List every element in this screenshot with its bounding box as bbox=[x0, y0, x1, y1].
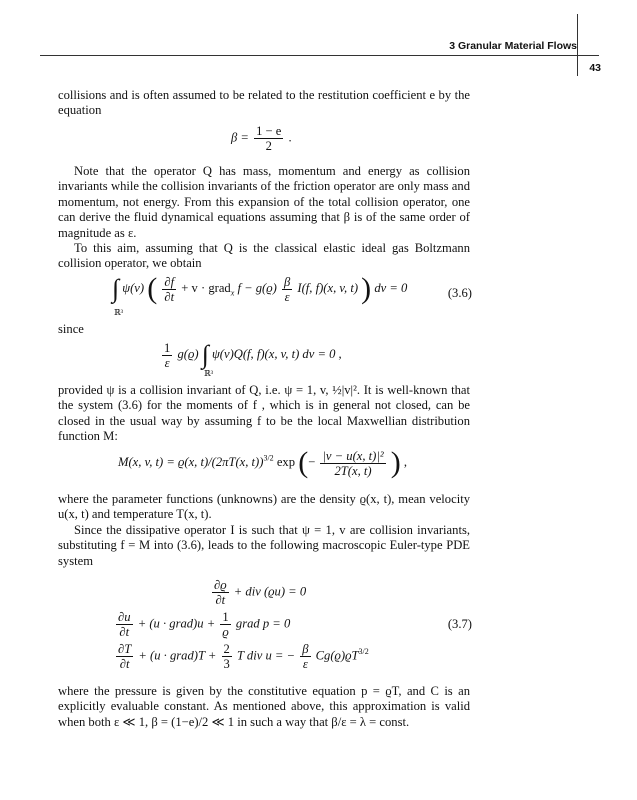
eq-since-fraction bbox=[162, 341, 172, 370]
eq-maxwell-power: 3/2 bbox=[263, 453, 274, 463]
header-vertical-rule bbox=[577, 14, 578, 76]
paragraph-5 bbox=[58, 492, 470, 569]
eq36-d1-num: ∂f bbox=[164, 274, 175, 289]
equation-3-7-line-1 bbox=[210, 578, 306, 607]
equation-3-6 bbox=[112, 272, 407, 306]
eq37-l2-rest: grad p = 0 bbox=[235, 616, 291, 631]
header-rule bbox=[40, 55, 578, 56]
eq37-l3-b-den: ε bbox=[302, 657, 308, 671]
eq37-l2-c-num: 1 bbox=[222, 610, 229, 624]
paragraph-4 bbox=[58, 383, 470, 445]
eq-beta-den: 2 bbox=[265, 139, 272, 153]
eq37-l3-c-num: 2 bbox=[223, 642, 230, 656]
equation-beta bbox=[231, 124, 292, 153]
integral-sign: ∫ bbox=[112, 274, 120, 303]
paragraph-6-text: Since the dissipative operator I is such that ψ = 1, v are collision invariants, substituting f = M into (3.6), leads to the following macroscopic Euler-type PDE system bbox=[58, 522, 470, 568]
eq36-time-derivative bbox=[162, 275, 176, 304]
paragraph-3-text: To this aim, assuming that Q is the classical elastic ideal gas Boltzmann collision operator, we obtain bbox=[58, 241, 470, 271]
eq37-l3-c-den: 3 bbox=[223, 657, 230, 671]
eq-since-num: 1 bbox=[164, 340, 171, 355]
eq37-l2-mid: + (u · grad)u + bbox=[137, 616, 216, 631]
eq-since-domain: ℝ³ bbox=[204, 369, 214, 378]
eq36-d1-den: ∂t bbox=[164, 289, 175, 304]
eq36-psi: ψ(v) bbox=[122, 280, 145, 295]
eq37-l2-c-den: ϱ bbox=[222, 625, 229, 639]
eq-maxwell-rparen: ) bbox=[390, 446, 401, 479]
eq36-rhs: dv = 0 bbox=[374, 280, 408, 295]
eq36-sub: x bbox=[230, 288, 235, 298]
eq37-l3-den: ∂t bbox=[119, 657, 130, 671]
eq36-b-num: β bbox=[283, 274, 291, 289]
paragraph-7 bbox=[58, 684, 470, 730]
eq37-l3-pow: 3/2 bbox=[358, 647, 369, 657]
eq-maxwell-lparen: ( bbox=[298, 446, 309, 479]
eq-beta-lhs: β = bbox=[231, 130, 249, 145]
eq37-l1-rest: + div (ϱu) = 0 bbox=[233, 584, 307, 599]
header-rule-tick bbox=[577, 55, 599, 56]
integral-sign-2: ∫ bbox=[201, 340, 209, 369]
eq-maxwell-comma: , bbox=[403, 454, 408, 469]
eq-beta-num: 1 − e bbox=[256, 124, 282, 138]
running-header: 3 Granular Material Flows bbox=[449, 40, 577, 52]
eq36-b-den: ε bbox=[284, 289, 290, 304]
eq37-l1-den: ∂t bbox=[215, 593, 226, 607]
eq-maxwell-lhs: M(x, v, t) = ϱ(x, t)/(2πT(x, t)) bbox=[118, 454, 264, 469]
eq36-mid2: f − g(ϱ) bbox=[237, 280, 277, 295]
since-word: since bbox=[58, 322, 84, 336]
since-text bbox=[58, 322, 470, 337]
eq-since-body: ψ(v)Q(f, f)(x, v, t) dv = 0 , bbox=[211, 346, 342, 361]
eq-since-den: ε bbox=[164, 355, 170, 370]
eq36-lparen: ( bbox=[147, 272, 158, 305]
eq36-domain: ℝ³ bbox=[114, 308, 124, 317]
eq-since-pre: g(ϱ) bbox=[177, 346, 199, 361]
paragraph-1-text: collisions and is often assumed to be related to the restitution coefficient e by the equation bbox=[58, 88, 470, 118]
equation-label-3-7: (3.7) bbox=[447, 617, 472, 631]
eq36-ratio bbox=[282, 275, 292, 304]
paragraph-4-text: provided ψ is a collision invariant of Q, i.e. ψ = 1, v, ½|v|². It is well-known that the system (3.6) for the moments of f , which is in general not closed, can be closed in the usual way by assuming f to be the local Maxwellian distribution function M: bbox=[58, 383, 470, 444]
eq37-l1-num: ∂ϱ bbox=[214, 578, 227, 592]
eq-maxwell-exp: exp bbox=[276, 454, 296, 469]
paragraph-5-text: where the parameter functions (unknowns) are the density ϱ(x, t), mean velocity u(x, t) and temperature T(x, t). bbox=[58, 492, 470, 522]
equation-3-7-line-3 bbox=[114, 642, 369, 671]
eq37-l3-mid: + (u · grad)T + bbox=[138, 648, 217, 663]
equation-maxwellian: M(x, v, t) = ϱ(x, t)/(2πT(x, t))$^{3/2}$ exp (− $\frac{\text{|v − u(x, t)|²}}{2T(x, t)}$ ) , bbox=[118, 446, 408, 479]
eq36-tail: I(f, f)(x, v, t) bbox=[297, 280, 359, 295]
equation-label-3-6: (3.6) bbox=[447, 286, 472, 300]
paragraph-2-text: Note that the operator Q has mass, momentum and energy as collision invariants while the collision invariants of the friction operator are only mass and momentum, not energy. From this expansion of the total collision operator, one can derive the fluid dynamical equations assuming that β is of the same order of magnitude as ε. bbox=[58, 164, 470, 240]
paragraph-1 bbox=[58, 88, 470, 119]
eq37-l2-den: ∂t bbox=[119, 625, 130, 639]
equation-since bbox=[160, 340, 342, 370]
page-number: 43 bbox=[589, 62, 601, 74]
eq37-l2-num: ∂u bbox=[118, 610, 131, 624]
eq37-l3-rest: Cg(ϱ)ϱT bbox=[315, 648, 359, 663]
eq37-l3-mid2: T div u = − bbox=[237, 648, 296, 663]
paragraph-7-text: where the pressure is given by the constitutive equation p = ϱT, and C is an explicitly evaluable constant. As mentioned above, this approximation is valid when both ε ≪ 1, β = (1−e)/2 ≪ 1 in such a way that β/ε = λ = const. bbox=[58, 684, 470, 729]
eq-maxwell-num: |v − u(x, t)|² bbox=[322, 448, 384, 463]
eq37-l3-b-num: β bbox=[302, 642, 309, 656]
eq-beta-fraction bbox=[254, 124, 283, 153]
eq36-rparen: ) bbox=[361, 272, 372, 305]
equation-3-7-line-2 bbox=[114, 610, 290, 639]
paragraph-2 bbox=[58, 164, 470, 272]
eq36-mid: + v · grad bbox=[181, 280, 231, 295]
eq-maxwell-fraction bbox=[320, 449, 385, 478]
eq-maxwell-den: 2T(x, t) bbox=[334, 463, 372, 478]
eq37-l3-num: ∂T bbox=[118, 642, 132, 656]
eq-beta-period: . bbox=[288, 130, 292, 145]
